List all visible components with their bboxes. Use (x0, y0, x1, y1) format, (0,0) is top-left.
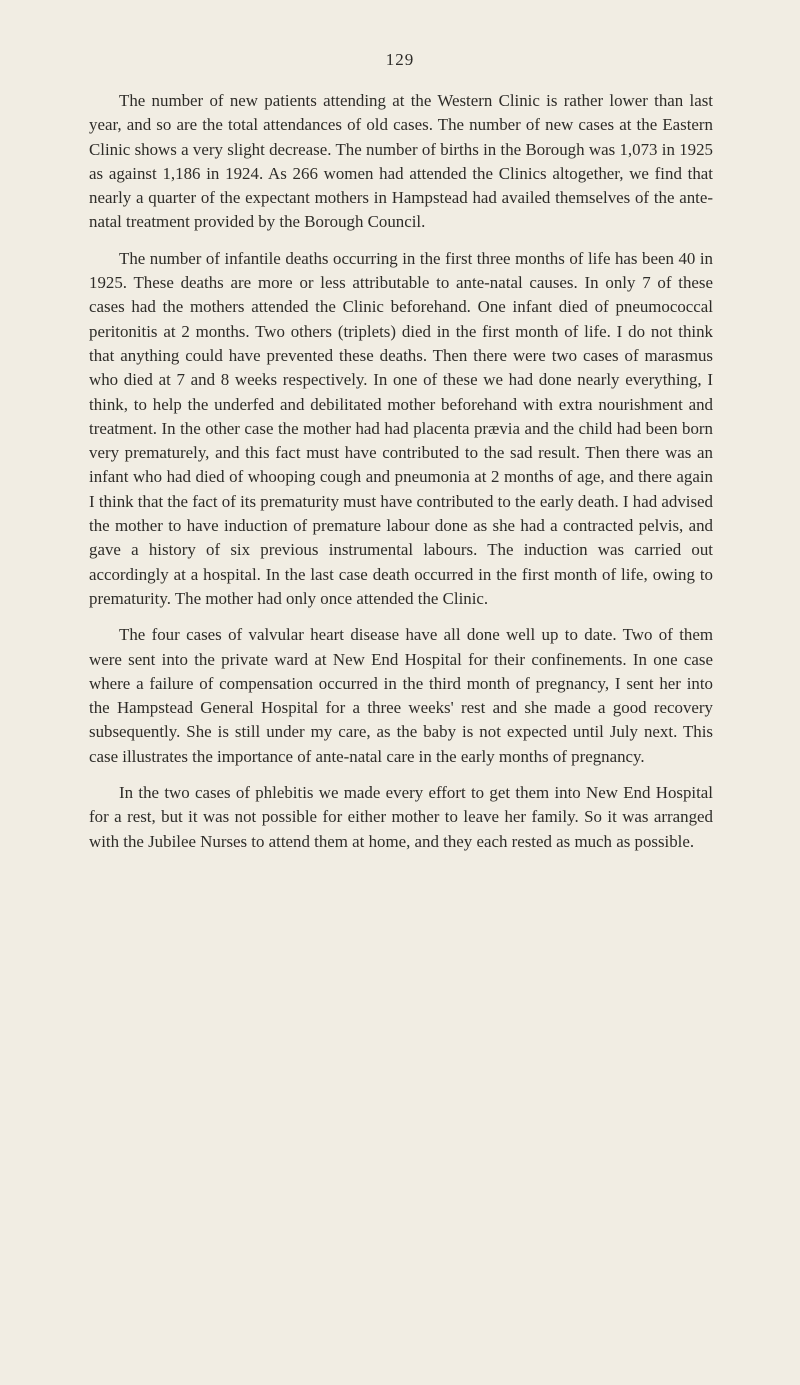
paragraph-infantile-deaths: The number of infantile deaths occurring in the first three months of life has been 40 in 1925. These deaths are more or less attributable to ante-natal causes. In only 7 of these cases had the mothers attended the Clinic beforehand. One infant died of pneumococcal peritonitis at 2 months. Two others (triplets) died in the first month of life. I do not think that anything could have prevented these deaths. Then there were two cases of marasmus who died at 7 and 8 weeks respectively. In one of these we had done nearly everything, I think, to help the underfed and debilitated mother beforehand with extra nourishment and treatment. In the other case the mother had had placenta prævia and the child had been born very prematurely, and this fact must have contributed to the sad result. Then there was an infant who had died of whooping cough and pneumonia at 2 months of age, and there again I think that the fact of its prematurity must have contributed to the early death. I had advised the mother to have induction of premature labour done as she had a contracted pelvis, and gave a history of six previous instrumental labours. The induction was carried out accordingly at a hospital. In the last case death occurred in the first month of life, owing to prematurity. The mother had only once attended the Clinic. (89, 248, 713, 608)
paragraph-phlebitis: In the two cases of phlebitis we made every effort to get them into New End Hospital for a rest, but it was not possible for either mother to leave her family. So it was arranged with the Jubilee Nurses to attend them at home, and they each rested as much as possible. (89, 783, 713, 851)
body-text (89, 89, 713, 866)
paragraph-valvular-heart-disease: The four cases of valvular heart disease have all done well up to date. Two of them were sent into the private ward at New End Hospital for their confinements. In one case where a failure of compensation occurred in the third month of pregnancy, I sent her into the Hampstead General Hospital for a three weeks' rest and she made a good recovery subsequently. She is still under my care, as the baby is not expected until July next. This case illustrates the importance of ante-natal care in the early months of pregnancy. (89, 625, 713, 766)
page-number: 129 (385, 50, 415, 69)
paragraph-clinic-attendance: The number of new patients attending at the Western Clinic is rather lower than last year, and so are the total attendances of old cases. The number of new cases at the Eastern Clinic shows a very slight decrease. The number of births in the Borough was 1,073 in 1925 as against 1,186 in 1924. As 266 women had attended the Clinics altogether, we find that nearly a quarter of the expectant mothers in Hampstead had availed themselves of the ante-natal treatment provided by the Borough Council. (89, 91, 713, 232)
